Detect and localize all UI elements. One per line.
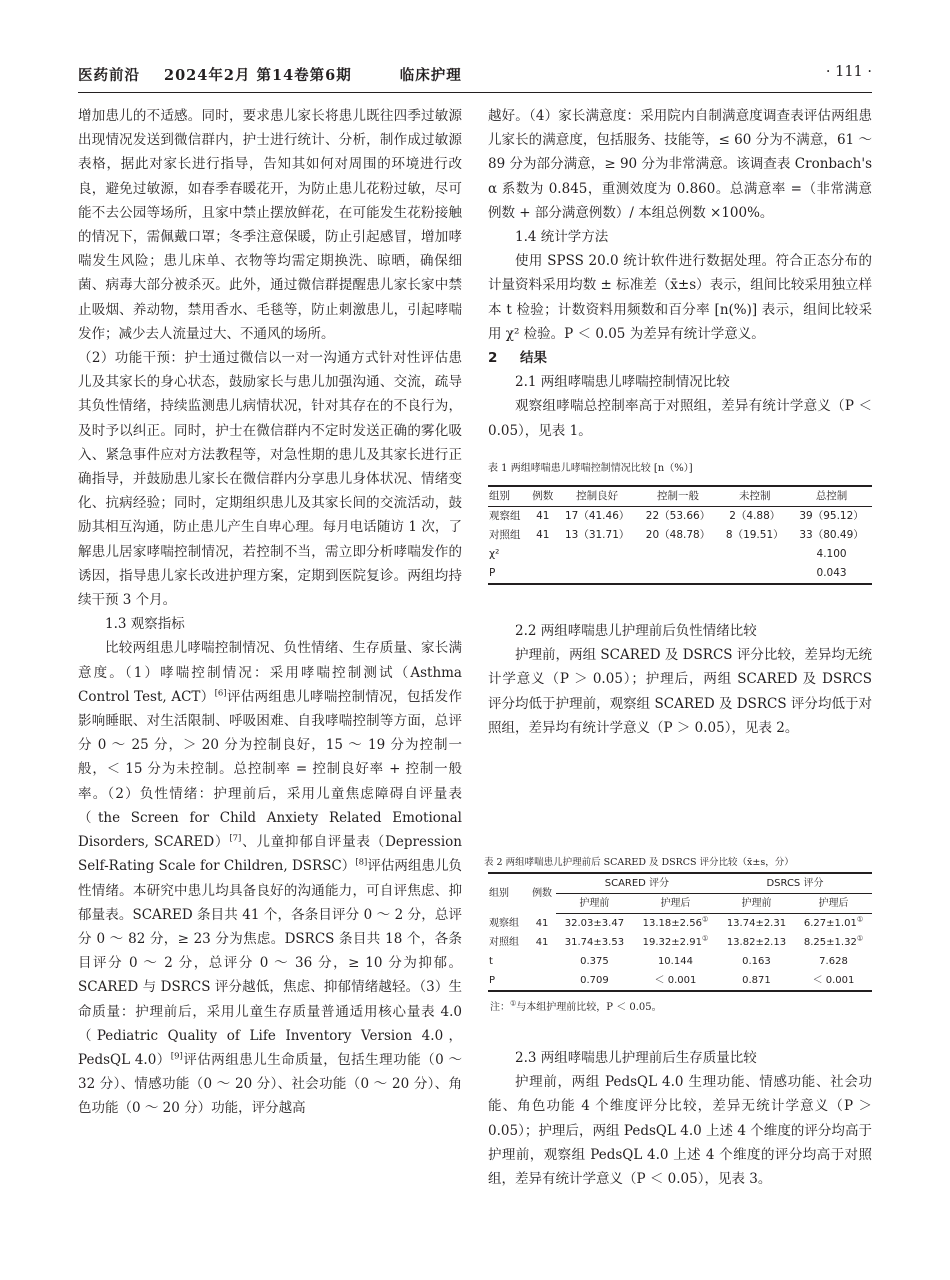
- t2-cell: 41: [535, 917, 549, 929]
- paragraph: 护理前，两组 SCARED 及 DSRCS 评分比较，差异均无统计学意义（P ＞ 0.05）；护理后，两组 SCARED 及 DSRCS 评分均低于护理前，观察组 SCARED 及 DSRCS 评分均低于对照组，差异均有统计学意义（P ＞ 0.05），见表 2。: [488, 647, 872, 736]
- paragraph: 观察组哮喘总控制率高于对照组，差异有统计学意义（P ＜ 0.05），见表 1。: [488, 398, 872, 439]
- t1-header-cell: 组别: [488, 486, 529, 507]
- paragraph: 比较两组患儿哮喘控制情况、负性情绪、生存质量、家长满意度。（1）哮喘控制情况：采用哮喘控制测试（Asthma Control Test, ACT）[6]评估两组患儿哮喘控制情况，包括发作影响睡眠、对生活限制、呼吸困难、自我哮喘控制等方面，总评分 0 ～ 25 分，＞ 20 分为控制良好，15 ～ 19 分为控制一般，＜ 15 分为未控制。总控制率 = 控制良好率 + 控制一般率。（2）负性情绪：护理前后，采用儿童焦虑障碍自评量表（the Screen for Child Anxiety Related Emotional Disorders, SCARED）[7]、儿童抑郁自评量表（Depression Self-Rating Scale for Children, DSRSC）[8]评估两组患儿负性情绪。本研究中患儿均具备良好的沟通能力，可自评焦虑、抑郁量表。SCARED 条目共 41 个，各条目评分 0 ～ 2 分，总评分 0 ～ 82 分，≥ 23 分为焦虑。DSRCS 条目共 18 个，各条目评分 0 ～ 2 分，总评分 0 ～ 36 分，≥ 10 分为抑郁。SCARED 与 DSRCS 评分越低，焦虑、抑郁情绪越轻。（3）生命质量：护理前后，采用儿童生存质量普通适用核心量表 4.0（Pediatric Quality of Life Inventory Version 4.0，PedsQL 4.0）[9]评估两组患儿生命质量，包括生理功能（0 ～ 32 分）、情感功能（0 ～ 20 分）、社会功能（0 ～ 20 分）、角色功能（0 ～ 20 分）功能，评分越高: [78, 640, 463, 1117]
- paragraph: 增加患儿的不适感。同时，要求患儿家长将患儿既往四季过敏源出现情况发送到微信群内，护士进行统计、分析，制作成过敏源表格，据此对家长进行指导，告知其如何对周围的环境进行改良，避免过敏源，如春季春暖花开，为防止患儿花粉过敏，尽可能不去公园等场所，且家中禁止摆放鲜花，在可能发生花粉接触的情况下，需佩戴口罩；冬季注意保暖，防止引起感冒，增加哮喘发生风险；患儿床单、衣物等均需定期换洗、晾晒，确保细菌、病毒大部分被杀灭。此外，通过微信群提醒患儿家长家中禁止吸烟、养动物，禁用香水、毛毯等，防止刺激患儿，引起哮喘发作；减少去人流量过大、不通风的场所。: [78, 108, 462, 342]
- t2-header-n: 例数: [528, 873, 556, 914]
- t1-cell: 41: [536, 529, 550, 542]
- t2-header-group: 组别: [488, 873, 528, 914]
- journal-name: 医药前沿: [78, 67, 140, 84]
- t2-header-before: 护理前: [556, 894, 633, 914]
- table1: [488, 485, 872, 585]
- table-row: [488, 971, 872, 991]
- t1-cell: 20（48.78）: [645, 529, 711, 542]
- right-column: [488, 104, 872, 740]
- t1-cell: 2（4.88）: [729, 510, 781, 523]
- t1-cell: [638, 545, 719, 564]
- t1-cell: P: [488, 564, 529, 584]
- paragraph: 使用 SPSS 20.0 统计软件进行数据处理。符合正态分布的计量资料采用均数 ± 标准差（x̄±s）表示，组间比较采用独立样本 t 检验；计数资料用频数和百分率 [n(%)] 表示，组间比较采用 χ² 检验。P ＜ 0.05 为差异有统计学意义。: [488, 253, 872, 342]
- t2-header-before: 护理前: [718, 894, 795, 914]
- t2-cell: 8.25±1.32①: [803, 934, 864, 948]
- t2-cell: 31.74±3.53: [564, 937, 625, 948]
- t2-cell: [528, 952, 556, 971]
- table1-caption: 表 1 两组哮喘患儿哮喘控制情况比较 [n（%）]: [488, 462, 693, 474]
- t1-cell: [557, 564, 638, 584]
- t1-cell: 8（19.51）: [725, 529, 784, 542]
- t2-cell: P: [488, 971, 528, 991]
- t2-cell: 41: [535, 937, 549, 948]
- table2-caption: 表 2 两组哮喘患儿护理前后 SCARED 及 DSRCS 评分比较（x̄±s，分）: [484, 857, 794, 868]
- t1-cell: 39（95.12）: [799, 510, 864, 523]
- t2-cell: ＜ 0.001: [633, 971, 718, 991]
- t2-header-after: 护理后: [633, 894, 718, 914]
- section-heading-2-1: 2.1 两组哮喘患儿哮喘控制情况比较: [515, 374, 730, 391]
- t2-cell: 13.74±2.31: [726, 918, 787, 929]
- t2-header-dsrcs: DSRCS 评分: [718, 873, 872, 894]
- t2-header-scared: SCARED 评分: [556, 873, 718, 894]
- table-row: [488, 952, 872, 971]
- t1-cell: 41: [536, 510, 550, 523]
- table2-note: 注：①与本组护理前比较，P ＜ 0.05。: [490, 999, 662, 1013]
- table2-block: [484, 854, 872, 1013]
- t1-cell: [529, 545, 557, 564]
- section-heading-1-3: 1.3 观察指标: [105, 616, 185, 633]
- table2: [488, 872, 872, 992]
- table-row: [488, 564, 872, 584]
- t1-cell: [529, 564, 557, 584]
- t2-cell: 0.375: [580, 956, 609, 967]
- t1-cell: 33（80.49）: [799, 529, 864, 542]
- t1-cell: [638, 564, 719, 584]
- t1-header-cell: 例数: [529, 486, 557, 507]
- section-name: 临床护理: [399, 67, 462, 84]
- table-row: [488, 526, 872, 545]
- t2-cell: 32.03±3.47: [564, 918, 625, 929]
- t1-header-cell: 控制一般: [638, 486, 719, 507]
- t1-cell: 观察组: [489, 510, 521, 523]
- t2-cell: t: [489, 956, 493, 967]
- table-row: [488, 914, 872, 934]
- section-heading-1-4: 1.4 统计学方法: [515, 229, 609, 246]
- citation-8: [8]: [355, 857, 368, 868]
- section-heading-2-3: 2.3 两组哮喘患儿护理前后生存质量比较: [515, 1050, 757, 1066]
- table-row: [488, 507, 872, 527]
- paragraph: （2）功能干预：护士通过微信以一对一沟通方式针对性评估患儿及其家长的身心状态，鼓励家长与患儿加强沟通、交流，疏导其负性情绪，持续监测患儿病情状况，针对其存在的不良行为，及时予以纠正。同时，护士在微信群内不定时发送正确的雾化吸入、紧急事件应对方法教程等，对急性期的患儿及其家长进行正确指导，并鼓励患儿家长在微信群内分享患儿身体状况、情绪变化、抗病经验；同时，定期组织患儿及其家长间的交流活动，鼓励其相互沟通，防止患儿产生自卑心理。每月电话随访 1 次，了解患儿居家哮喘控制情况，若控制不当，需立即分析哮喘发作的诱因，指导患儿家长改进护理方案，定期到医院复诊。两组均持续干预 3 个月。: [78, 350, 462, 609]
- t2-cell: 13.18±2.56①: [642, 915, 709, 929]
- t1-header-cell: 未控制: [718, 486, 791, 507]
- issue-info: 2024年2月 第14卷第6期: [164, 67, 352, 84]
- significance-marker: ①: [701, 934, 709, 943]
- t2-cell: 0.871: [718, 971, 795, 991]
- t1-cell: χ²: [489, 548, 500, 561]
- t1-cell: 4.100: [816, 548, 847, 561]
- section-2-3-block: [488, 1046, 872, 1191]
- t1-cell: 对照组: [489, 529, 521, 542]
- t2-cell: 对照组: [489, 937, 519, 948]
- paragraph: 越好。（4）家长满意度：采用院内自制满意度调查表评估两组患儿家长的满意度，包括服务、技能等，≤ 60 分为不满意，61 ～ 89 分为部分满意，≥ 90 分为非常满意。该调查表 Cronbach's α 系数为 0.845，重测效度为 0.860。总满意率 =（非常满意例数 + 部分满意例数）/ 本组总例数 ×100%。: [488, 108, 872, 221]
- t1-cell: 13（31.71）: [564, 529, 630, 542]
- t1-header-cell: 总控制: [791, 486, 872, 507]
- left-column: [78, 104, 462, 1121]
- t2-cell: ＜ 0.001: [795, 971, 872, 991]
- page-number: · 111 ·: [825, 64, 872, 80]
- t1-header-cell: 控制良好: [557, 486, 638, 507]
- citation-9: [9]: [170, 1051, 183, 1062]
- section-heading-2: 2 结果: [488, 350, 547, 367]
- t1-cell: [718, 545, 791, 564]
- table-row: [488, 933, 872, 952]
- t1-cell: 22（53.66）: [645, 510, 711, 523]
- citation-7: [7]: [229, 833, 242, 844]
- significance-marker: ①: [701, 915, 709, 924]
- t2-cell: 6.27±1.01①: [803, 915, 864, 929]
- t2-cell: 19.32±2.91①: [642, 934, 709, 948]
- section-heading-2-2: 2.2 两组哮喘患儿护理前后负性情绪比较: [515, 623, 757, 640]
- significance-marker: ①: [856, 915, 864, 924]
- citation-6: [6]: [214, 688, 227, 699]
- header-rule: [78, 92, 872, 93]
- t2-cell: 0.163: [742, 956, 771, 967]
- t2-cell: 0.709: [556, 971, 633, 991]
- t1-cell: 0.043: [791, 564, 872, 584]
- paragraph: 护理前，两组 PedsQL 4.0 生理功能、情感功能、社会功能、角色功能 4 个维度评分比较，差异无统计学意义（P ＞ 0.05）；护理后，两组 PedsQL 4.0 上述 4 个维度的评分均高于护理前，观察组 PedsQL 4.0 上述 4 个维度的评分均高于对照组，差异有统计学意义（P ＜ 0.05），见表 3。: [488, 1074, 872, 1188]
- table-row: [488, 545, 872, 564]
- significance-marker: ①: [856, 934, 864, 943]
- running-header: [78, 64, 462, 85]
- t2-header-after: 护理后: [795, 894, 872, 914]
- t1-cell: [718, 564, 791, 584]
- t2-cell: [528, 971, 556, 991]
- t1-cell: [557, 545, 638, 564]
- t2-cell: 7.628: [819, 956, 848, 967]
- t2-cell: 观察组: [489, 917, 519, 929]
- t2-cell: 10.144: [657, 956, 693, 967]
- t2-cell: 13.82±2.13: [726, 937, 787, 948]
- t1-cell: 17（41.46）: [564, 510, 630, 523]
